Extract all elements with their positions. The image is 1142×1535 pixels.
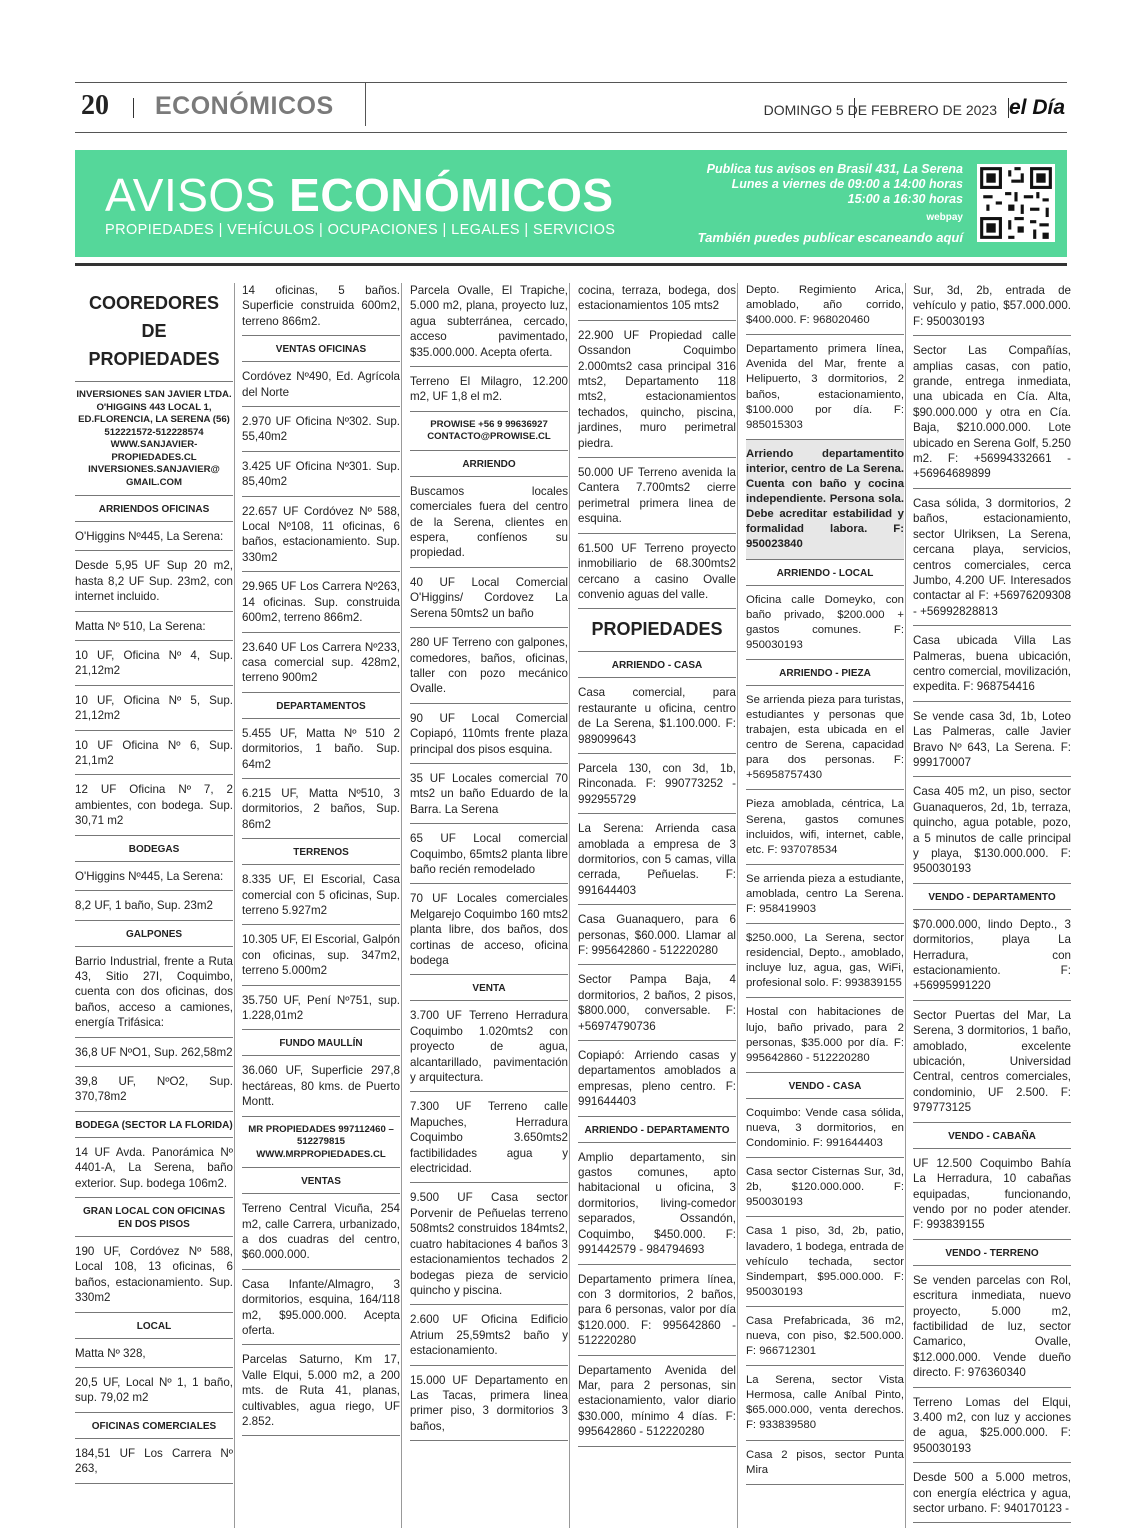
section-heading: PROPIEDADES [578,609,736,652]
classified-ad: 10 UF Oficina Nº 6, Sup. 21,1m2 [75,731,233,776]
classified-ad: Departamento Avenida del Mar, para 2 personas, sin estacionamiento, valor diario $30.000, mínimo 4 días. F: 995642860 - 512220280 [578,1356,736,1447]
classified-ad: 22.900 UF Propiedad calle Ossandon Coquimbo 2.000mts2 casa principal 316 mts2, Departamento 118 mts2, estacionamientos techados, quincho, piscina, jardines, muro perimetral piedra. [578,321,736,458]
classified-ad: La Serena: Arrienda casa amoblada a empresa de 3 dormitorios, con 5 camas, villa cerrada, Peñuelas. F: 991644403 [578,814,736,905]
classified-ad: 10 UF, Oficina Nº 4, Sup. 21,12m2 [75,641,233,686]
category-heading: VENTAS OFICINAS [242,336,400,362]
classified-ad: 8.335 UF, El Escorial, Casa comercial con 5 oficinas, Sup. terreno 5.927m2 [242,865,400,925]
classified-ad: 10.305 UF, El Escorial, Galpón con oficinas, sup. 347m2, terreno 5.000m2 [242,925,400,985]
category-heading: ARRIENDO - DEPARTAMENTO [578,1117,736,1143]
classified-ad: Pieza amoblada, céntrica, La Serena, gastos comunes incluidos, wifi, internet, cable, etc. F: 937078534 [746,790,904,864]
qr-code-icon[interactable] [977,164,1055,242]
classified-ad: 29.965 UF Los Carrera Nº263, 14 oficinas. Sup. construida 600m2, terreno 866m2. [242,572,400,632]
classified-ad: La Serena, sector Vista Hermosa, calle Aníbal Pinto, $65.000.000, venta derechos. F: 933839580 [746,1366,904,1440]
column-2 [242,283,400,1528]
column-divider [401,283,402,1528]
classified-ad: Sector Las Compañías, amplias casas, con patio, grande, entrega inmediata, una ubicada en Cía. Alta, $90.000.000 y otra en Cía. Baja, $210.000.000. Lote ubicado en Serena Golf, 5.250 m2. F: +56994332661 - +56964689899 [913,336,1071,489]
classified-ad: 23.640 UF Los Carrera Nº233, casa comercial sup. 428m2, terreno 900m2 [242,633,400,693]
category-heading: GALPONES [75,921,233,947]
scan-text: También puedes publicar escaneando aquí [697,230,963,245]
banner-title-bold: ECONÓMICOS [289,169,614,221]
classified-ad: 36.060 UF, Superficie 297,8 hectáreas, 80 kms. de Puerto Montt. [242,1056,400,1116]
column-divider [905,283,906,1528]
category-heading: VENDO - TERRENO [913,1240,1071,1266]
category-heading: VENDO - DEPARTAMENTO [913,884,1071,910]
classified-ad: 39,8 UF, NºO2, Sup. 370,78m2 [75,1067,233,1112]
classified-ad: O'Higgins Nº445, La Serena: [75,522,233,551]
classified-ad: Casa sector Cisternas Sur, 3d, 2b, $120.000.000. F: 950030193 [746,1158,904,1217]
classified-ad: 8,2 UF, 1 baño, Sup. 23m2 [75,891,233,920]
banner-info [707,162,963,207]
column-4 [578,283,736,1528]
category-heading: OFICINAS COMERCIALES [75,1413,233,1439]
classified-ad: Parcela 130, con 3d, 1b, Rinconada. F: 990773252 - 992955729 [578,754,736,814]
agency-info: PROWISE +56 9 99636927 CONTACTO@PROWISE.CL [410,412,568,451]
classified-ad: 65 UF Local comercial Coquimbo, 65mts2 planta libre baño recién remodelado [410,824,568,884]
category-heading: VENDO - CASA [746,1073,904,1099]
classified-ad: Sector Pampa Baja, 4 dormitorios, 2 baños, 2 pisos, $800.000, conversable. F: +56974790736 [578,965,736,1041]
classified-ad: 22.657 UF Cordóvez Nº 588, Local Nº108, 11 oficinas, 6 baños, estacionamiento. Sup. 330m2 [242,497,400,573]
classified-ad: 14 oficinas, 5 baños. Superficie construida 600m2, terreno 866m2. [242,283,400,336]
classified-ad: Departamento primera línea, con 3 dormitorios, 2 baños, para 6 personas, valor por día $120.000. F: 995642860 - 512220280 [578,1265,736,1356]
category-heading: VENTA [410,975,568,1001]
classified-ad: Barrio Industrial, frente a Ruta 43, Sitio 27I, Coquimbo, cuenta con dos oficinas, dos baños, acceso a camiones, energía Trifásica: [75,947,233,1038]
classified-ad: 184,51 UF Los Carrera Nº 263, [75,1439,233,1484]
classified-ad: Casa Infante/Almagro, 3 dormitorios, esquina, 164/118 m2, $95.000.000. Acepta oferta. [242,1270,400,1346]
page-number: 20 [81,90,109,121]
classified-ad: Amplio departamento, sin gastos comunes, apto habitacional u oficina, 3 dormitorios, living-comedor separados, Ossandón, Coquimbo, $450.000. F: 991442579 - 984794693 [578,1143,736,1265]
category-heading: DEPARTAMENTOS [242,693,400,719]
classified-ad: 280 UF Terreno con galpones, comedores, baños, oficinas, taller con pozo mecánico Ovalle. [410,628,568,704]
classified-ad: Depto. Regimiento Arica, amoblado, año corrido, $400.000. F: 968020460 [746,283,904,335]
classified-ad: 12 UF Oficina Nº 7, 2 ambientes, con bodega. Sup. 30,71 m2 [75,775,233,835]
classifieds-banner [75,150,1067,257]
classified-ad: 14 UF Avda. Panorámica Nº 4401-A, La Serena, baño exterior. Sup. bodega 106m2. [75,1138,233,1198]
classified-ad: 190 UF, Cordóvez Nº 588, Local 108, 13 oficinas, 6 baños, estacionamiento. Sup. 330m2 [75,1237,233,1313]
info-line: 15:00 a 16:30 horas [847,192,963,206]
info-line: Publica tus avisos en Brasil 431, La Serena [706,162,963,176]
classified-ad: 3.700 UF Terreno Herradura Coquimbo 1.020mts2 con proyecto de agua, alcantarillado, pavimentación y arquitectura. [410,1001,568,1092]
classified-ad: UF 12.500 Coquimbo Bahía La Herradura, 10 cabañas equipadas, funcionando, vendo por no poder atender. F: 993839155 [913,1149,1071,1240]
classified-ad: Casa Guanaquero, para 6 personas, $60.000. Llamar al F: 995642860 - 512220280 [578,905,736,965]
classified-ad: Terreno Lomas del Elqui, 3.400 m2, con luz y acciones de agua, $25.000.000. F: 950030193 [913,1388,1071,1464]
classified-ad: 5.455 UF, Matta Nº 510 2 dormitorios, 1 baño. Sup. 64m2 [242,719,400,779]
classified-ad: Coquimbo: Vende casa sólida, nueva, 3 dormitorios, en Condominio. F: 991644403 [746,1099,904,1158]
classified-ad: Casa comercial, para restaurante u oficina, centro de La Serena, $1.100.000. F: 989099643 [578,678,736,754]
classified-ad: 40 UF Local Comercial O'Higgins/ Cordovez La Serena 50mts2 un baño [410,568,568,628]
classified-ad: Se venden parcelas con Rol, escritura inmediata, nuevo proyecto, 5.000 m2, factibilidad de luz, sector Camarico, Ovalle, $12.000.000. Vende dueño directo. F: 976360340 [913,1266,1071,1388]
column-1 [75,283,233,1528]
category-heading: ARRIENDO - CASA [578,652,736,678]
classified-ad: Parcela Ovalle, El Trapiche, 5.000 m2, plana, proyecto luz, agua subterránea, cercado, acceso pavimentado, $35.000.000. Acepta oferta. [410,283,568,367]
classified-ad: Oficina calle Domeyko, con baño privado, $200.000 + gastos comunes. F: 950030193 [746,586,904,660]
classified-ad: Casa Prefabricada, 36 m2, nueva, con piso, $2.500.000. F: 966712301 [746,1307,904,1366]
classified-ad: 7.300 UF Terreno calle Mapuches, Herradura Coquimbo 3.650mts2 factibilidades agua y electricidad. [410,1092,568,1183]
category-heading: TERRENOS [242,839,400,865]
category-heading: VENDO - CABAÑA [913,1123,1071,1149]
column-6 [913,283,1071,1528]
column-divider [737,283,738,1528]
classified-ad: Terreno El Milagro, 12.200 m2, UF 1,8 el m2. [410,367,568,412]
classified-ad: Se vende casa 3d, 1b, Loteo Las Palmeras, calle Javier Bravo Nº 643, La Serena. F: 999170007 [913,702,1071,778]
issue-date: DOMINGO 5 DE FEBRERO DE 2023 [763,102,997,118]
classified-ad: 35 UF Locales comercial 70 mts2 un baño Eduardo de la Barra. La Serena [410,764,568,824]
classified-ad: 9.500 UF Casa sector Porvenir de Peñuelas terreno 508mts2 construidos 184mts2, cuatro habitaciones 4 baños 3 estacionamientos techados 2 bodegas pieza de servicio quincho y piscina. [410,1183,568,1305]
classified-ad: Matta Nº 328, [75,1339,233,1368]
classified-ad: Se arrienda pieza a estudiante, amoblada, centro La Serena. F: 958419903 [746,865,904,924]
newspaper-logo: el Día [1008,96,1065,119]
agency-info: MR PROPIEDADES 997112460 – 512279815 WWW.MRPROPIEDADES.CL [242,1117,400,1169]
banner-title-light: AVISOS [105,169,290,221]
category-heading: ARRIENDO - PIEZA [746,660,904,686]
banner-rule [75,263,1067,266]
category-heading: BODEGA (SECTOR LA FLORIDA) [75,1112,233,1138]
classified-ad: Hostal con habitaciones de lujo, baño privado, para 2 personas, $35.000 por día. F: 995642860 - 512220280 [746,998,904,1072]
classified-ad: Desde 5,95 UF Sup 20 m2, hasta 8,2 UF Sup. 23m2, con internet incluido. [75,551,233,611]
classified-ad: Casa 2 pisos, sector Punta Mira [746,1441,904,1485]
classified-ad: Casa ubicada Villa Las Palmeras, buena ubicación, centro comercial, movilización, expedita. F: 968754416 [913,626,1071,702]
top-rule [75,82,1067,83]
classified-ad: cocina, terraza, bodega, dos estacionamientos 105 mts2 [578,283,736,321]
classified-ad: 20,5 UF, Local Nº 1, 1 baño, sup. 79,02 m2 [75,1368,233,1413]
classified-ad: 70 UF Locales comerciales Melgarejo Coquimbo 160 mts2 planta libre, dos baños, dos cortinas de acceso, oficina bodega [410,884,568,975]
classified-ad: $70.000.000, lindo Depto., 3 dormitorios, playa La Herradura, con estacionamiento. F: +56995991220 [913,910,1071,1001]
section-heading: COOREDORES DE PROPIEDADES [75,283,233,382]
classified-ad: $250.000, La Serena, sector residencial, Depto., amoblado, incluye luz, agua, gas, WiFi, profesional solo. F: 993839155 [746,924,904,998]
webpay-logo: webpay [926,212,963,223]
classified-ad: 10 UF, Oficina Nº 5, Sup. 21,12m2 [75,686,233,731]
classified-ad: Matta Nº 510, La Serena: [75,612,233,641]
classified-ad: 2.970 UF Oficina Nº302. Sup. 55,40m2 [242,407,400,452]
classified-ad: 35.750 UF, Pení Nº751, sup. 1.228,01m2 [242,986,400,1031]
classified-ad: 6.215 UF, Matta Nº510, 3 dormitorios, 2 baños, Sup. 86m2 [242,779,400,839]
classified-ad: 36,8 UF NºO1, Sup. 262,58m2 [75,1038,233,1067]
banner-title [105,168,614,222]
category-heading: GRAN LOCAL CON OFICINAS EN DOS PISOS [75,1198,233,1237]
info-line: Lunes a viernes de 09:00 a 14:00 horas [731,177,963,191]
category-heading: LOCAL [75,1313,233,1339]
header-rule [75,132,1067,133]
classified-ad: Desde 500 a 5.000 metros, con energía eléctrica y agua, sector urbano. F: 940170123 - [913,1463,1071,1523]
page-header [75,90,1067,130]
divider [133,98,134,118]
category-heading: VENTAS [242,1168,400,1194]
classified-ad: Casa sólida, 3 dormitorios, 2 baños, estacionamiento, sector Ulriksen, La Serena, cercana playa, servicios, centros comerciales, cerca Jumbo, 4.200 UF. Interesados contactar al F: +56976209308 - +56992828813 [913,489,1071,626]
category-heading: ARRIENDOS OFICINAS [75,496,233,522]
classified-ad: 3.425 UF Oficina Nº301. Sup. 85,40m2 [242,452,400,497]
classified-ad: O'Higgins Nº445, La Serena: [75,862,233,891]
classified-ad: Departamento primera línea, Avenida del Mar, frente a Helipuerto, 3 dormitorios, 2 baños, estacionamiento, $100.000 por día. F: 985015303 [746,335,904,440]
category-heading: BODEGAS [75,836,233,862]
agency-info: INVERSIONES SAN JAVIER LTDA. O'HIGGINS 443 LOCAL 1, ED.FLORENCIA, LA SERENA (56) 512221572-512228574 WWW.SANJAVIER-PROPIEDADES.CL INVERSIONES.SANJAVIER@ GMAIL.COM [75,382,233,496]
section-title: ECONÓMICOS [155,92,334,120]
banner-categories: PROPIEDADES | VEHÍCULOS | OCUPACIONES | LEGALES | SERVICIOS [105,222,616,238]
classified-ad: 50.000 UF Terreno avenida la Cantera 7.700mts2 cierre perimetral primera linea de esquina. [578,458,736,534]
classifieds-columns [75,283,1071,1528]
classified-ad: Terreno Central Vicuña, 254 m2, calle Carrera, urbanizado, a dos cuadras del centro, $60.000.000. [242,1194,400,1270]
classified-ad: Copiapó: Arriendo casas y departamentos amoblados a empresas, pleno centro. F: 991644403 [578,1041,736,1117]
column-divider [569,283,570,1528]
column-3 [410,283,568,1528]
classified-ad: 61.500 UF Terreno proyecto inmobiliario de 68.300mts2 cercano a casino Ovalle convenio aguas del valle. [578,534,736,610]
classified-ad: Sector Puertas del Mar, La Serena, 3 dormitorios, 1 baño, amoblado, excelente ubicación, Universidad Central, centros comerciales, condominio, UF 2.500. F: 979773125 [913,1001,1071,1123]
classified-ad: Parcelas Saturno, Km 17, Valle Elqui, 5.000 m2, a 200 mts. de Ruta 41, planas, cultivables, agua riego, UF 2.852. [242,1345,400,1436]
classified-ad: Buscamos locales comerciales fuera del centro de la Serena, clientes en espera, confíenos su propiedad. [410,477,568,568]
classified-ad-highlighted: Arriendo departamentito interior, centro de La Serena. Cuenta con baño y cocina independiente. Persona sola. Debe acreditar estabilidad y formalidad labora. F: 950023840 [746,440,904,560]
classified-ad: Sur, 3d, 2b, entrada de vehículo y patio, $57.000.000. F: 950030193 [913,283,1071,336]
classified-ad: Casa 1 piso, 3d, 2b, patio, lavadero, 1 bodega, entrada de vehículo techada, sector Sindempart, $95.000.000. F: 950030193 [746,1217,904,1306]
classified-ad: 15.000 UF Departamento en Las Tacas, primera linea primer piso, 3 dormitorios 3 baños, [410,1366,568,1442]
column-5 [746,283,904,1528]
category-heading: ARRIENDO - LOCAL [746,560,904,586]
column-divider [234,283,235,1528]
classified-ad: Cordóvez Nº490, Ed. Agrícola del Norte [242,362,400,407]
classified-ad: 2.600 UF Oficina Edificio Atrium 25,59mts2 baño y estacionamiento. [410,1305,568,1365]
classified-ad: 90 UF Local Comercial Copiapó, 110mts frente plaza principal dos pisos esquina. [410,704,568,764]
classified-ad: Se arrienda pieza para turistas, estudiantes y personas que trabajen, esta ubicada en el centro de Serena, capacidad para dos personas. F: +56958757430 [746,686,904,791]
category-heading: ARRIENDO [410,451,568,477]
divider [365,82,366,126]
classified-ad: Casa 405 m2, un piso, sector Guanaqueros, 2d, 1b, terraza, quincho, agua potable, pozo, a 5 minutos de calle principal y playa, $130.000.000. F: 950030193 [913,777,1071,883]
category-heading: FUNDO MAULLÍN [242,1030,400,1056]
